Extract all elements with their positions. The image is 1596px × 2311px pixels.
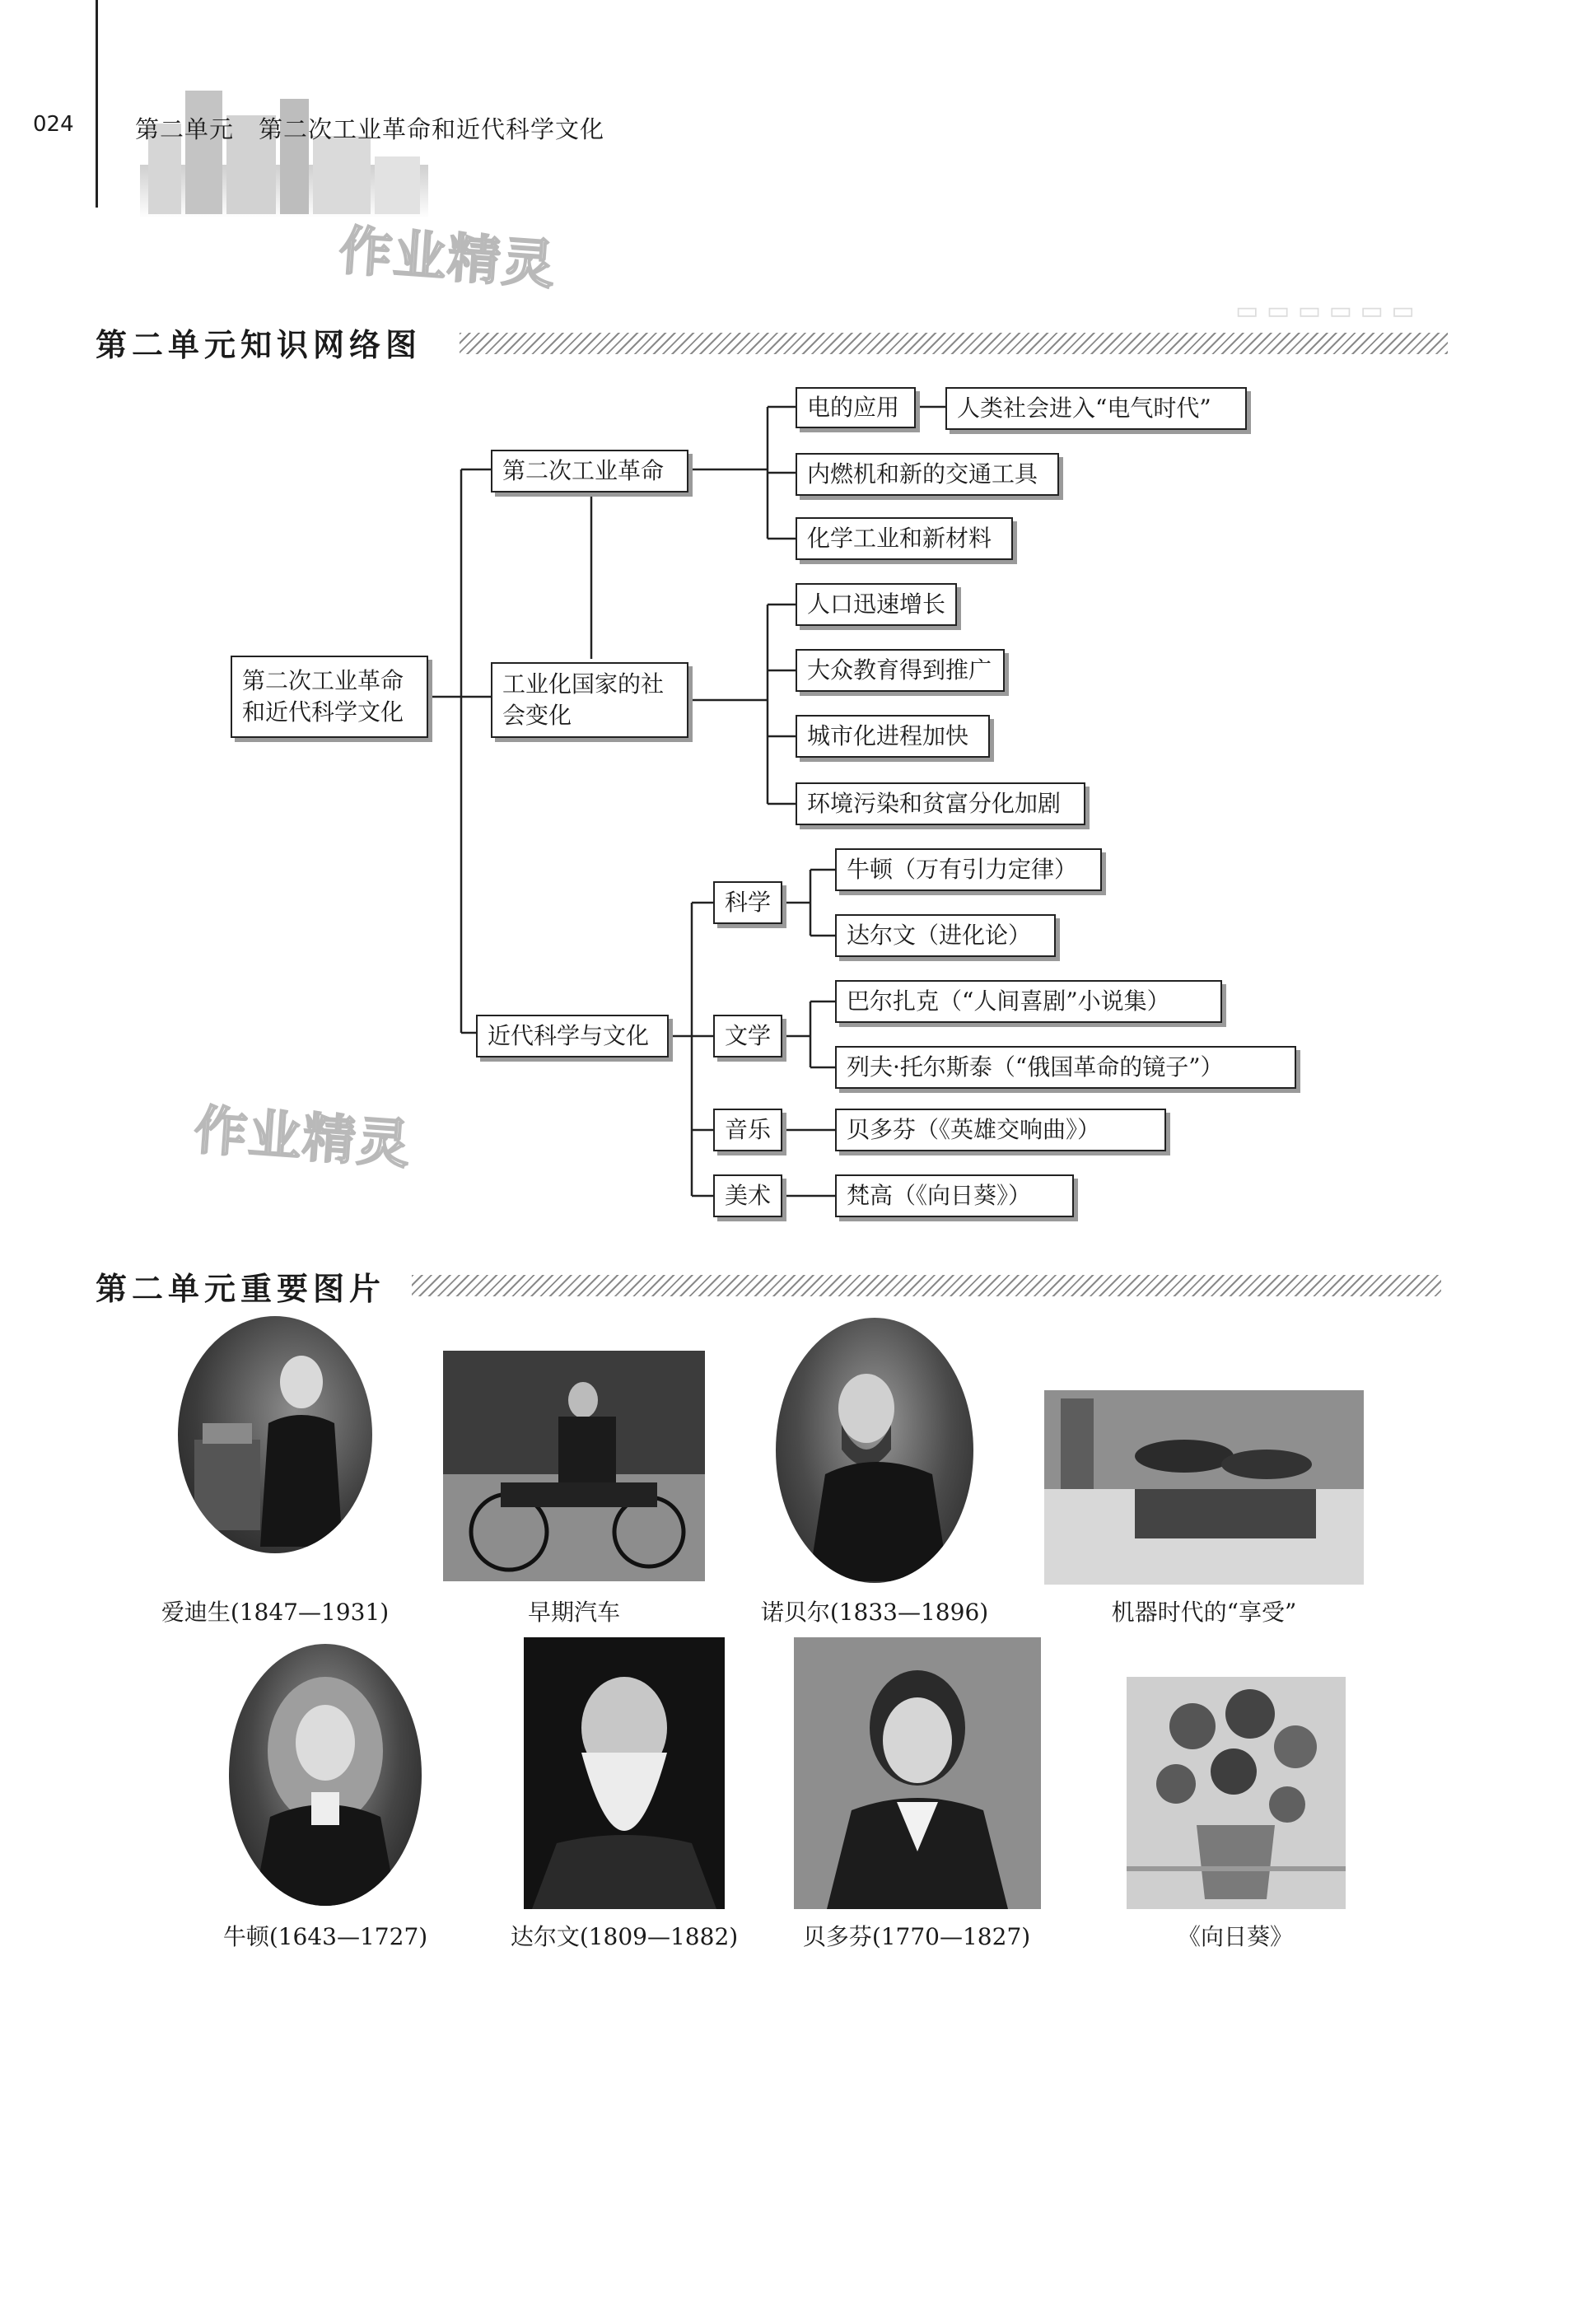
caption-beethoven: 贝多芬(1770—1827) [802,1923,1031,1950]
machine-age-leisure-photo [1044,1390,1364,1585]
mindmap-node-beethoven: 贝多芬（《英雄交响曲》） [835,1109,1166,1151]
mindmap-node-mass-education: 大众教育得到推广 [796,649,1005,692]
caption-sunflowers: 《向日葵》 [1177,1923,1293,1950]
mindmap-node-pollution-inequality: 环境污染和贫富分化加剧 [796,782,1085,825]
mindmap-node-music: 音乐 [713,1109,782,1151]
mindmap-node-literature: 文学 [713,1015,782,1057]
darwin-portrait [524,1637,725,1909]
section-title-knowledge-map: 第二单元知识网络图 [96,326,422,363]
mindmap-node-combustion-engine: 内燃机和新的交通工具 [796,453,1059,496]
mindmap-branch-social-change: 工业化国家的社会变化 [491,662,688,738]
mindmap-node-urbanization: 城市化进程加快 [796,715,990,758]
mindmap-node-tolstoy: 列夫·托尔斯泰（“俄国革命的镜子”） [835,1046,1296,1089]
watermark-stamp: 作业精灵 [337,220,558,297]
caption-edison: 爱迪生(1847—1931) [161,1599,390,1626]
caption-newton: 牛顿(1643—1727) [222,1923,428,1950]
caption-nobel: 诺贝尔(1833—1896) [760,1599,989,1626]
mindmap-node-art: 美术 [713,1174,782,1217]
newton-portrait [229,1644,422,1906]
mindmap-node-population-growth: 人口迅速增长 [796,583,957,626]
watermark-stamp: 作业精灵 [192,1099,413,1177]
sunflowers-painting [1127,1677,1346,1909]
section-title-important-pictures: 第二单元重要图片 [96,1270,386,1307]
nobel-portrait [776,1318,973,1583]
beethoven-portrait [794,1637,1041,1909]
mindmap-node-electricity: 电的应用 [796,387,916,428]
caption-early-car: 早期汽车 [527,1599,620,1626]
mindmap-node-balzac: 巴尔扎克（“人间喜剧”小说集） [835,980,1222,1023]
bleed-through-decoration: ▭ ▭ ▭ ▭ ▭ ▭ [1235,296,1415,325]
mindmap-node-van-gogh: 梵高（《向日葵》） [835,1174,1074,1217]
section-title-hatch [412,1275,1441,1296]
caption-darwin: 达尔文(1809—1882) [510,1923,739,1950]
mindmap-node-electric-age: 人类社会进入“电气时代” [945,387,1247,430]
mindmap-root-node: 第二次工业革命和近代科学文化 [231,656,428,738]
early-car-photo [443,1351,705,1581]
unit-title: 第二单元 第二次工业革命和近代科学文化 [135,115,605,143]
mindmap-branch-science-culture: 近代科学与文化 [476,1015,669,1057]
mindmap-branch-industrial-revolution: 第二次工业革命 [491,450,688,493]
mindmap-node-darwin: 达尔文（进化论） [835,914,1056,957]
mindmap-node-science: 科学 [713,881,782,924]
edison-portrait [178,1316,372,1553]
caption-machine-age-leisure: 机器时代的“享受” [1111,1599,1297,1626]
mindmap-node-chemical-industry: 化学工业和新材料 [796,517,1013,560]
mindmap-node-newton: 牛顿（万有引力定律） [835,848,1102,891]
page-number: 024 [33,112,74,137]
